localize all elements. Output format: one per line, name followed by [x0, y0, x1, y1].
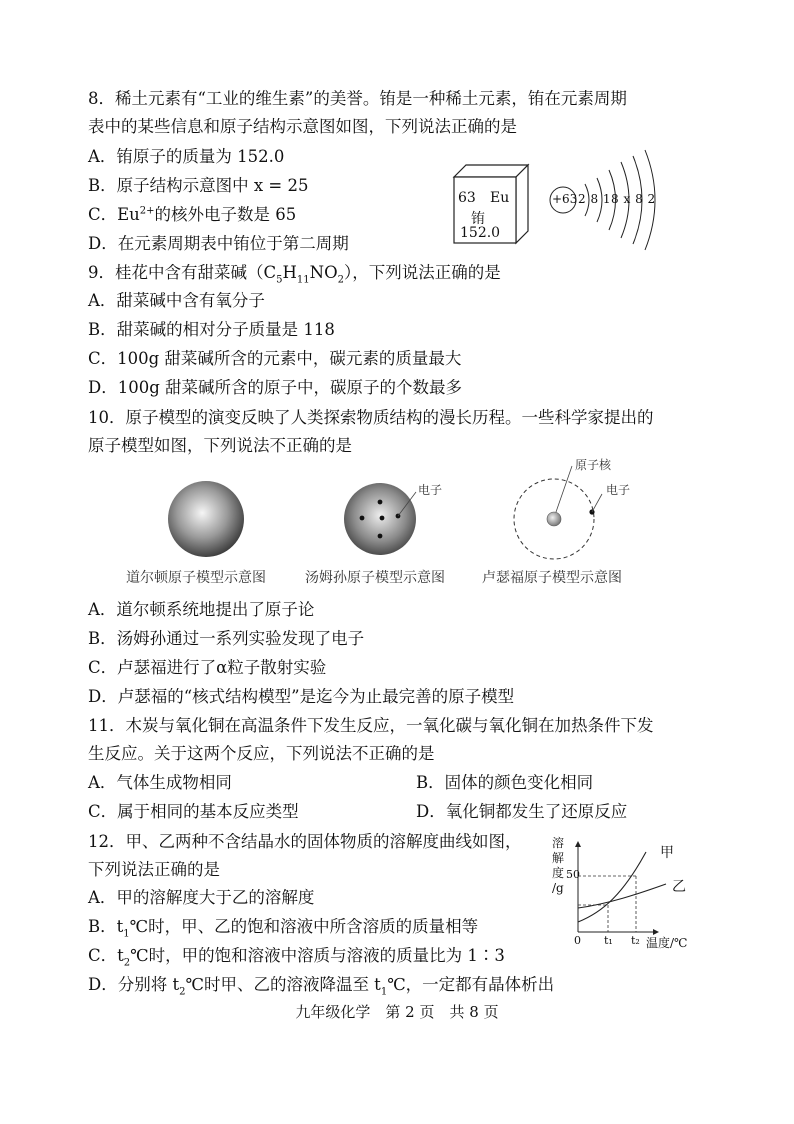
q8-stem-line2: 表中的某些信息和原子结构示意图如图，下列说法正确的是 — [88, 117, 517, 136]
graph-t1: t₁ — [604, 934, 613, 947]
q11-option-a: A．气体生成物相同 — [88, 773, 232, 792]
q9-option-b: B．甜菜碱的相对分子质量是 118 — [88, 320, 335, 339]
q10-stem-line1: 10．原子模型的演变反映了人类探索物质结构的漫长历程。一些科学家提出的 — [88, 408, 654, 427]
q8-option-a: A．铕原子的质量为 152.0 — [88, 147, 285, 166]
graph-xlabel: 温度/℃ — [646, 936, 688, 950]
element-mass: 152.0 — [460, 225, 501, 241]
graph-origin: 0 — [574, 934, 581, 947]
q11-stem-line1: 11．木炭与氧化铜在高温条件下发生反应，一氧化碳与氧化铜在加热条件下发 — [88, 716, 654, 735]
q11-stem-line2: 生反应。关于这两个反应，下列说法不正确的是 — [88, 744, 435, 763]
page-footer: 九年级化学 第 2 页 共 8 页 — [295, 1003, 499, 1021]
q9-stem: 9．桂花中含有甜菜碱$(C_5H_{11}NO_2)$，下列说法正确的是 — [88, 263, 501, 286]
q8-option-d: D．在元素周期表中铕位于第二周期 — [88, 234, 349, 253]
q12-option-a: A．甲的溶解度大于乙的溶解度 — [88, 888, 315, 907]
rutherford-nucleus-label: 原子核 — [575, 458, 612, 472]
thomson-electron-label: 电子 — [418, 483, 443, 497]
graph-label-yi: 乙 — [672, 879, 686, 895]
q10-stem-line2: 原子模型如图，下列说法不正确的是 — [88, 436, 352, 455]
q12-stem-line2: 下列说法正确的是 — [88, 860, 220, 879]
dalton-model-sphere — [168, 481, 244, 557]
q9-option-d: D．100g 甜菜碱所含的原子中，碳原子的个数最多 — [88, 378, 463, 397]
q12-option-b: B．$t_1℃$时，甲、乙的饱和溶液中所含溶质的质量相等 — [88, 917, 479, 940]
q10-option-b: B．汤姆孙通过一系列实验发现了电子 — [88, 629, 365, 648]
atom-shell-numbers: 2 8 18 x 8 2 — [578, 192, 656, 206]
graph-y-tick-50: 50 — [566, 868, 580, 881]
rutherford-caption: 卢瑟福原子模型示意图 — [482, 570, 622, 586]
q10-option-a: A．道尔顿系统地提出了原子论 — [88, 600, 315, 619]
graph-t2: t₂ — [631, 934, 640, 947]
q8-option-b: B．原子结构示意图中 x = 25 — [88, 176, 309, 195]
dalton-caption: 道尔顿原子模型示意图 — [126, 570, 266, 586]
element-number: 63 — [458, 190, 476, 206]
q11-option-b: B．固体的颜色变化相同 — [416, 773, 594, 792]
q11-option-c: C．属于相同的基本反应类型 — [88, 802, 299, 821]
q12-option-d: D．分别将 $t_2℃$时甲、乙的溶液降温至 $t_1℃$，一定都有晶体析出 — [88, 975, 555, 998]
q8-option-c: C．$Eu^{2+}$的核外电子数是 65 — [88, 205, 297, 224]
rutherford-nucleus — [547, 512, 561, 526]
q10-option-c: C．卢瑟福进行了α粒子散射实验 — [88, 658, 327, 677]
atom-nucleus-charge: +63 — [552, 192, 578, 206]
q9-option-a: A．甜菜碱中含有氧分子 — [88, 291, 265, 310]
q11-option-d: D．氧化铜都发生了还原反应 — [416, 802, 628, 821]
graph-label-jia: 甲 — [660, 845, 674, 861]
element-symbol: Eu — [490, 190, 510, 206]
thomson-caption: 汤姆孙原子模型示意图 — [305, 570, 445, 586]
q10-option-d: D．卢瑟福的“核式结构模型”是迄今为止最完善的原子模型 — [88, 687, 515, 706]
q8-stem-line1: 8．稀土元素有“工业的维生素”的美誉。铕是一种稀土元素，铕在元素周期 — [88, 89, 627, 108]
q12-stem-line1: 12．甲、乙两种不含结晶水的固体物质的溶解度曲线如图， — [88, 832, 522, 851]
curve-yi — [578, 884, 666, 908]
rutherford-electron-label: 电子 — [606, 483, 631, 497]
q9-option-c: C．100g 甜菜碱所含的元素中，碳元素的质量最大 — [88, 349, 462, 368]
q12-option-c: C．$t_2℃$时，甲的饱和溶液中溶质与溶液的质量比为 1∶3 — [88, 946, 505, 969]
graph-ylabel: 溶 解 度 /g — [552, 836, 565, 895]
element-name: 铕 — [471, 211, 485, 227]
